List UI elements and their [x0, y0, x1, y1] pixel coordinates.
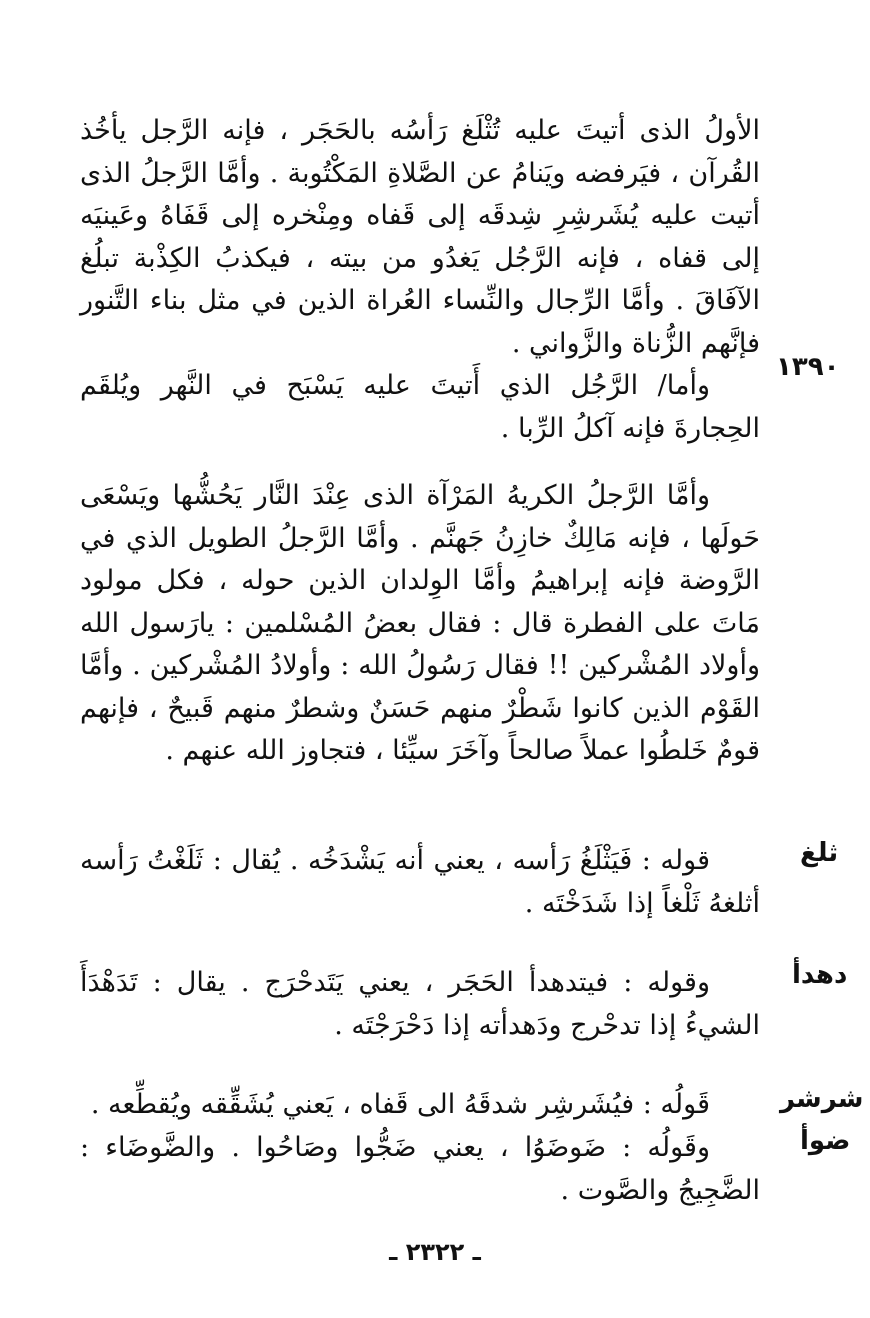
- gloss-entry-dahda: [80, 962, 760, 1047]
- gloss-text: وقَولُه : ضَوضَوُا ، يعني ضَجُّوا وصَاحُوا . والضَّوضَاء : الضَّجِيجُ والصَّوت .: [80, 1132, 760, 1206]
- gloss-entry-sharshara: [80, 1084, 760, 1127]
- paragraph-opening: الأولُ الذى أتيتَ عليه تُثْلَغ رَأسُه بالحَجَر ، فإنه الرَّجل يأخُذ القُرآن ، فيَرفضه ويَنامُ عن الصَّلاةِ المَكْتُوبة . وأمَّا الرَّجلُ الذى أتيت عليه يُشَرشِرِ شِدقَه إلى قَفاه ومِنْخره إلى قَفَاهُ وعَينيَه إلى قفاه ، فإنه الرَّجُل يَغدُو من بيته ، فيكذبُ الكِذْبة تبلُغ الآفَاقَ . وأمَّا الرِّجال والنِّساء العُراة الذين في مثل بناء التَّنور فإنَّهم الزُّناة والزَّواني .: [80, 115, 760, 359]
- gloss-text: وقوله : فيتدهدأ الحَجَر ، يعني يَتَدحْرَج . يقال : تَدَهْدَأَ الشيءُ إذا تدحْرج ودَهدأته إذا دَحْرَجْتَه .: [80, 967, 760, 1041]
- gloss-entry-thalagha: [80, 840, 760, 925]
- gloss-text: قوله : فَيَثْلَغُ رَأسه ، يعني أنه يَشْدَخُه . يُقال : ثَلَغْتُ رَأسه أثلغهُ ثَلْغاً إذا شَدَخْتَه .: [80, 845, 760, 919]
- gloss-entry-daw: [80, 1127, 760, 1212]
- main-text-block-2: [80, 475, 760, 773]
- page-number: ـ ٢٣٢٢ ـ: [389, 1238, 481, 1266]
- margin-reference-number: ١٣٩٠: [776, 352, 840, 382]
- paragraph-riba: وأما/ الرَّجُل الذي أَتيتَ عليه يَسْبَح في النَّهر ويُلقَم الحِجارةَ فإنه آكلُ الرِّبا .: [80, 370, 760, 444]
- gloss-text: قَولُه : فيُشَرشِر شدقَهُ الى قَفاه ، يَعني يُشَقِّقه ويُقطِّعه .: [90, 1089, 710, 1120]
- gloss-headword-daw: ضوأ: [800, 1126, 851, 1156]
- gloss-headword-dahda: دهدأ: [792, 960, 848, 990]
- gloss-headword-thalagha: ثلغ: [800, 838, 839, 868]
- gloss-headword-sharshara: شرشر: [780, 1084, 864, 1114]
- paragraph-explanation: وأمَّا الرَّجلُ الكريهُ المَرْآة الذى عِنْدَ النَّار يَحُشُّها ويَسْعَى حَولَها ، فإنه مَالِكٌ خازِنُ جَهنَّم . وأمَّا الرَّجلُ الطويل الذي في الرَّوضة فإنه إبراهيمُ وأمَّا الوِلدان الذين حوله ، فكل مولود مَاتَ على الفطرة قال : فقال بعضُ المُسْلمين : يارَسول الله وأولاد المُشْركين !! فقال رَسُولُ الله : وأولادُ المُشْركين . وأمَّا القَوْم الذين كانوا شَطْرٌ منهم حَسَنٌ وشطرٌ منهم قَبيحٌ ، فإنهم قومٌ خَلطُوا عملاً صالحاً وآخَرَ سيِّئا ، فتجاوز الله عنهم .: [80, 480, 760, 766]
- main-text-block-1: [80, 110, 760, 450]
